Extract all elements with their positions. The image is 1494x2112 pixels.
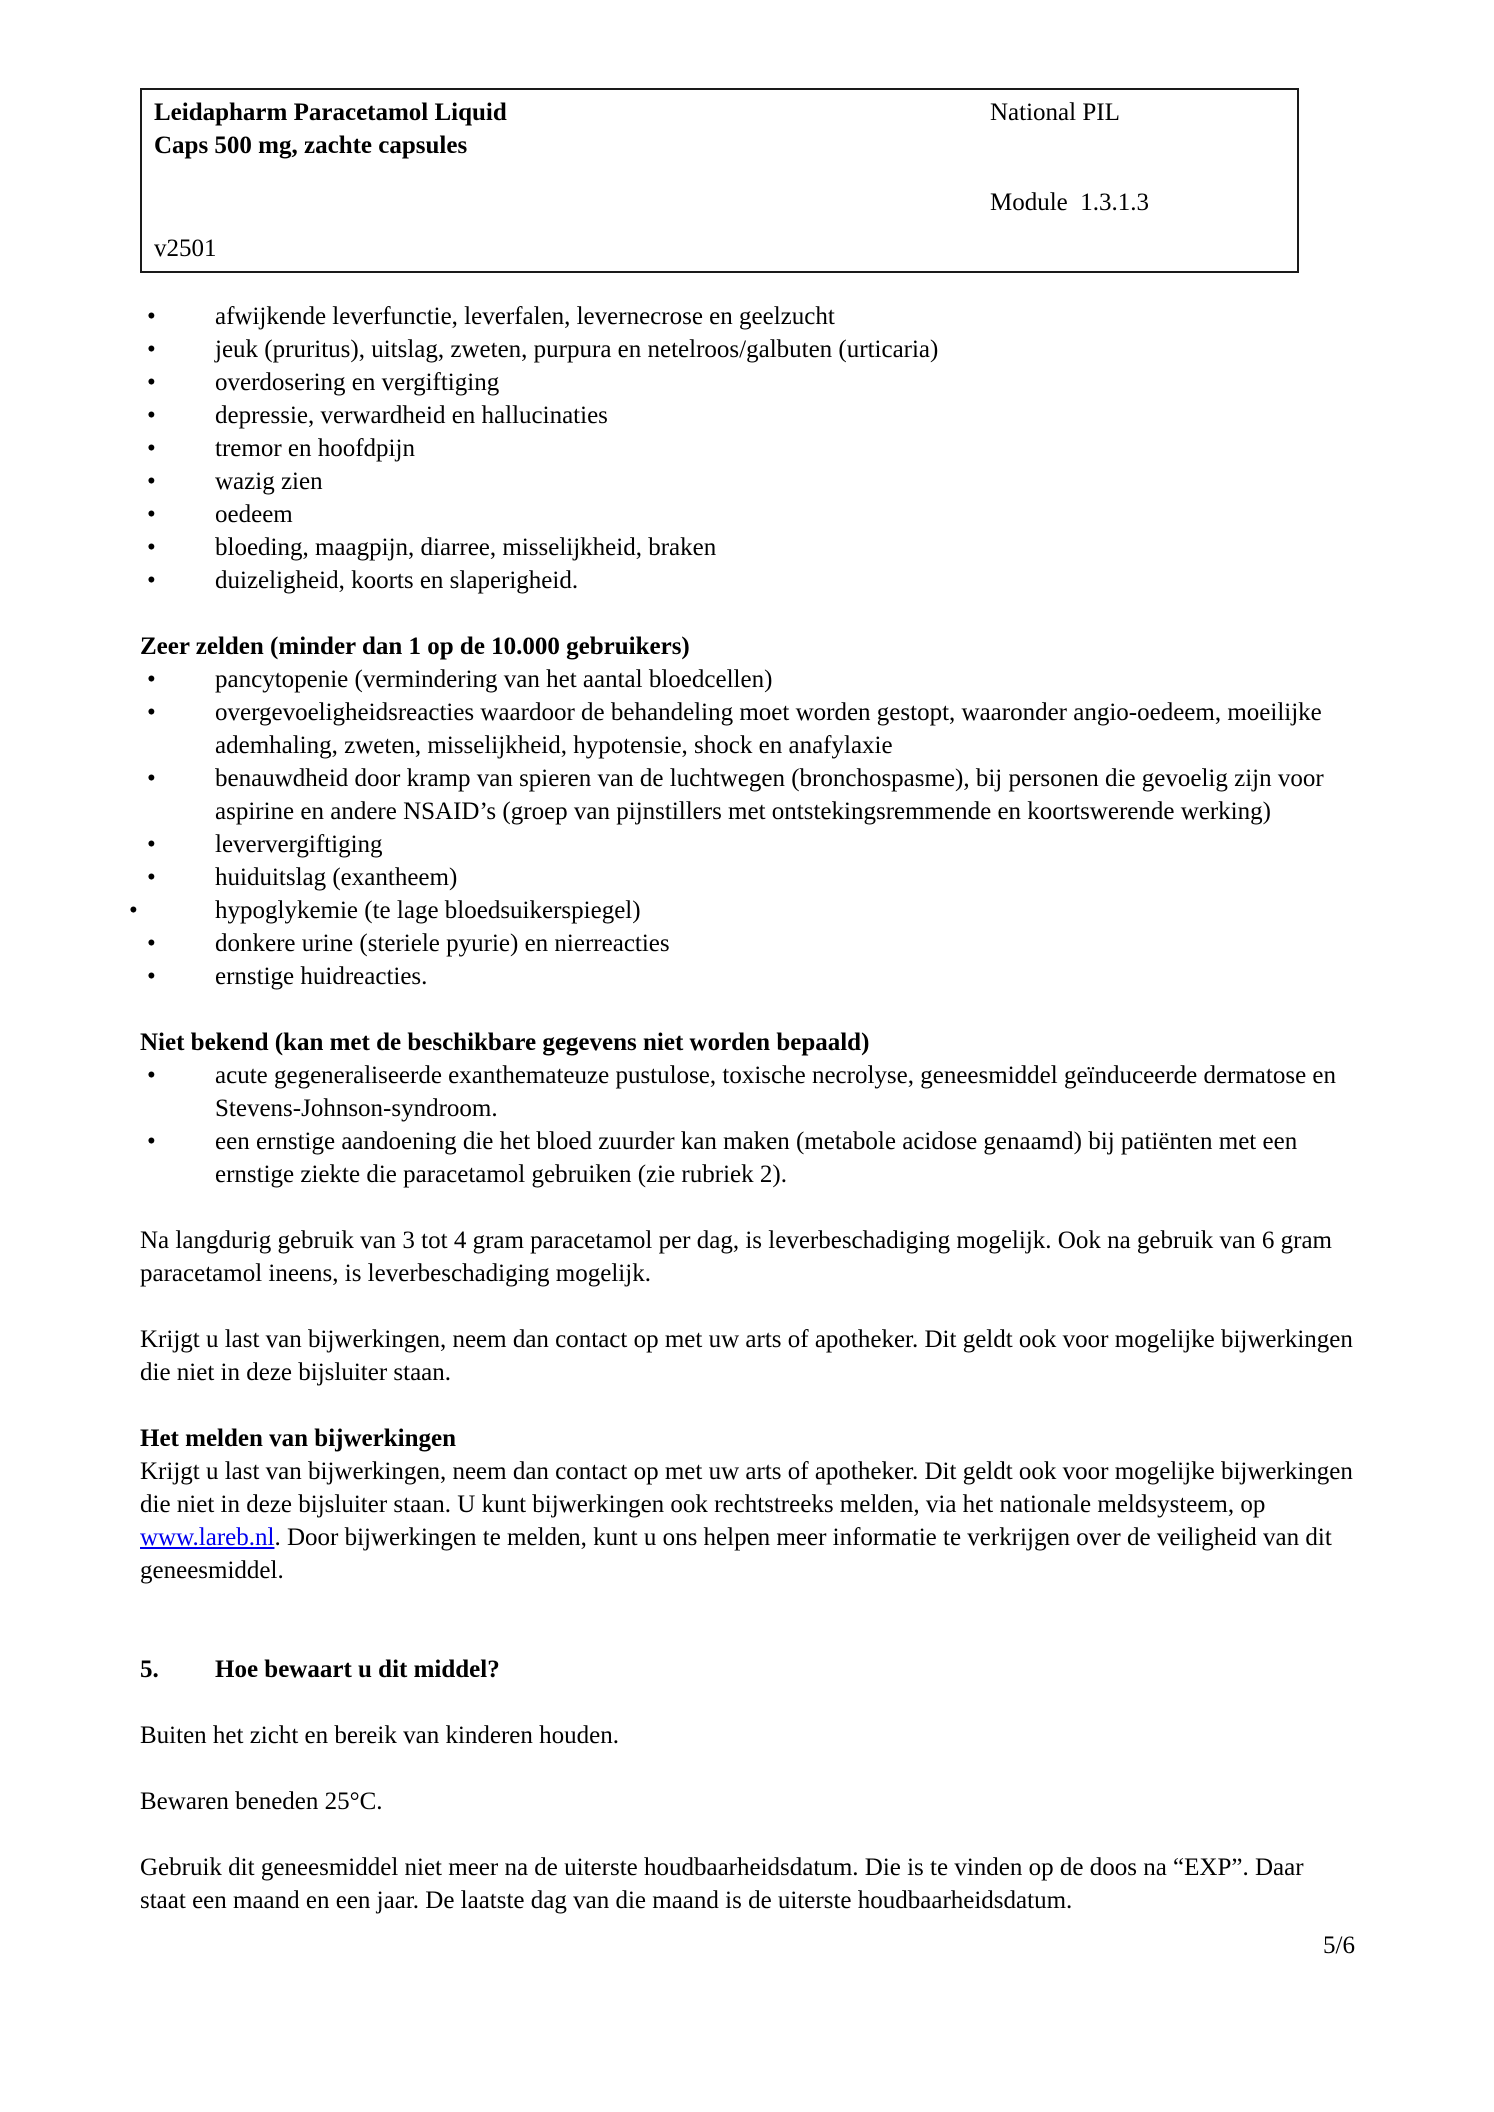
lareb-link[interactable]: www.lareb.nl [140,1524,275,1551]
list-item: • donkere urine (steriele pyurie) en nierreacties [140,927,1355,960]
list-item: • een ernstige aandoening die het bloed zuurder kan maken (metabole acidose genaamd) bij patiënten met een ernstige ziekte die paracetamol gebruiken (zie rubriek 2). [140,1125,1355,1191]
very-rare-heading: Zeer zelden (minder dan 1 op de 10.000 gebruikers) [140,633,690,660]
section5-title: Hoe bewaart u dit middel? [215,1656,500,1683]
list-item: • ernstige huidreacties. [140,960,1355,993]
section5-number: 5. [140,1656,159,1683]
list-item: • afwijkende leverfunctie, leverfalen, levernecrose en geelzucht [140,300,1355,333]
list-item: • jeuk (pruritus), uitslag, zweten, purpura en netelroos/galbuten (urticaria) [140,333,1355,366]
list-item: • depressie, verwardheid en hallucinaties [140,399,1355,432]
side-effects-list-common [140,300,1355,597]
list-item: • hypoglykemie (te lage bloedsuikerspiegel) [140,894,1355,927]
list-item: • leververgiftiging [140,828,1355,861]
list-item: • huiduitslag (exantheem) [140,861,1355,894]
paragraph-contact-advice: Krijgt u last van bijwerkingen, neem dan contact op met uw arts of apotheker. Dit geldt ook voor mogelijke bijwerkingen die niet in deze bijsluiter staan. [140,1326,1353,1386]
list-item: • overdosering en vergiftiging [140,366,1355,399]
list-item: • bloeding, maagpijn, diarree, misselijkheid, braken [140,531,1355,564]
not-known-heading: Niet bekend (kan met de beschikbare gegevens niet worden bepaald) [140,1029,870,1056]
document-body [140,300,1355,1962]
list-item: • wazig zien [140,465,1355,498]
product-title-line1: Leidapharm Paracetamol Liquid [154,99,507,126]
paragraph-storage-children: Buiten het zicht en bereik van kinderen houden. [140,1722,620,1749]
side-effects-list-very-rare [140,663,1355,993]
product-title [154,96,507,162]
section5-heading [140,1653,1355,1686]
list-item: • overgevoeligheidsreacties waardoor de behandeling moet worden gestopt, waaronder angio-oedeem, moeilijke ademhaling, zweten, misselijkheid, hypotensie, shock en anafylaxie [140,696,1355,762]
list-item: • benauwdheid door kramp van spieren van de luchtwegen (bronchospasme), bij personen die gevoelig zijn voor aspirine en andere NSAID’s (groep van pijnstillers met ontstekingsremmende en koortswerende werking) [140,762,1355,828]
reporting-text-before-link: Krijgt u last van bijwerkingen, neem dan contact op met uw arts of apotheker. Dit geldt ook voor mogelijke bijwerkingen die niet in deze bijsluiter staan. U kunt bijwerkingen ook rechtstreeks melden, via het nationale meldsysteem, op [140,1458,1353,1518]
list-item: • duizeligheid, koorts en slaperigheid. [140,564,1355,597]
national-pil-label: National PIL [990,99,1120,126]
list-item: • tremor en hoofdpijn [140,432,1355,465]
reporting-heading: Het melden van bijwerkingen [140,1425,456,1452]
paragraph-long-term-use: Na langdurig gebruik van 3 tot 4 gram paracetamol per dag, is leverbeschadiging mogelijk. Ook na gebruik van 6 gram paracetamol ineens, is leverbeschadiging mogelijk. [140,1227,1333,1287]
product-title-line2: Caps 500 mg, zachte capsules [154,132,468,159]
list-item: • oedeem [140,498,1355,531]
paragraph-storage-temperature: Bewaren beneden 25°C. [140,1788,383,1815]
list-item: • acute gegeneraliseerde exanthemateuze pustulose, toxische necrolyse, geneesmiddel geïnduceerde dermatose en Stevens-Johnson-syndroom. [140,1059,1355,1125]
header-box [140,88,1299,273]
version-label: v2501 [154,235,217,262]
reporting-text-after-link: . Door bijwerkingen te melden, kunt u ons helpen meer informatie te verkrijgen over de veiligheid van dit geneesmiddel. [140,1524,1332,1584]
paragraph-reporting [140,1455,1355,1587]
module-label: Module 1.3.1.3 [990,189,1150,216]
list-item: • pancytopenie (vermindering van het aantal bloedcellen) [140,663,1355,696]
page-number: 5/6 [1323,1932,1355,1959]
side-effects-list-not-known [140,1059,1355,1191]
paragraph-expiry: Gebruik dit geneesmiddel niet meer na de uiterste houdbaarheidsdatum. Die is te vinden op de doos na “EXP”. Daar staat een maand en een jaar. De laatste dag van die maand is de uiterste houdbaarheidsdatum. [140,1854,1304,1914]
